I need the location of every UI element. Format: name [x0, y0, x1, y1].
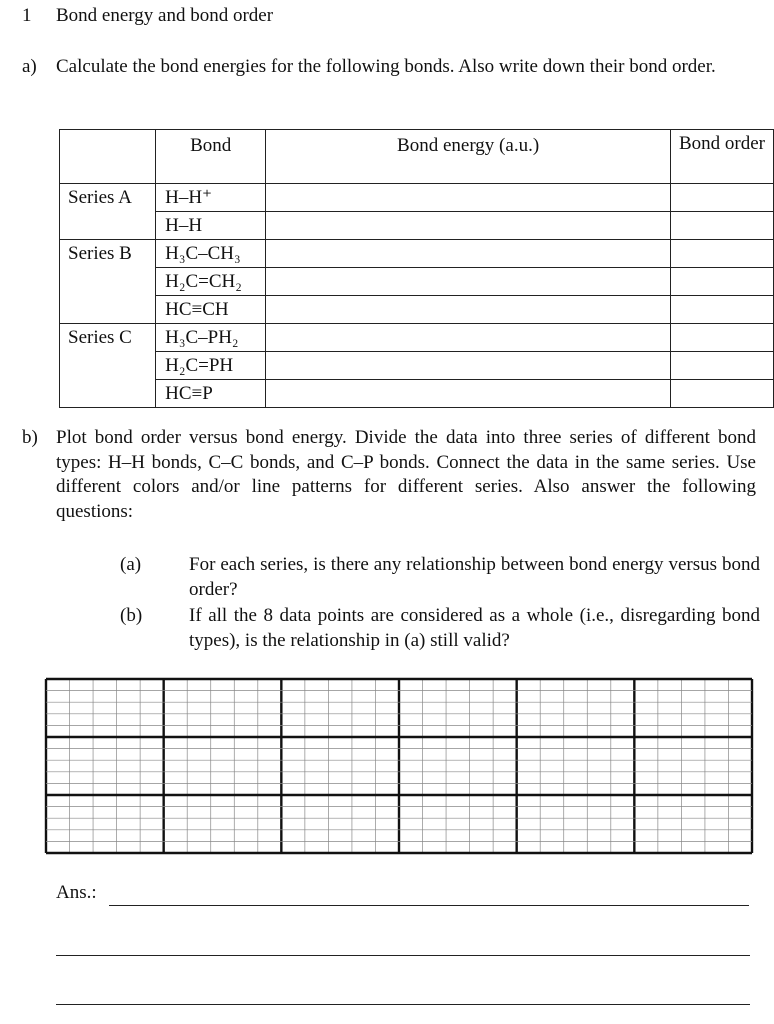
- header-bond: Bond: [156, 130, 266, 184]
- bond-cell: H–H⁺: [156, 184, 266, 212]
- bond-energy-cell[interactable]: [266, 324, 671, 352]
- bond-energy-cell[interactable]: [266, 184, 671, 212]
- bond-energy-cell[interactable]: [266, 352, 671, 380]
- bond-cell: H₂C=CH₂: [156, 268, 266, 296]
- header-bond-energy: Bond energy (a.u.): [266, 130, 671, 184]
- bond-order-cell[interactable]: [670, 352, 773, 380]
- bond-order-cell[interactable]: [670, 268, 773, 296]
- bond-cell: H₂C=PH: [156, 352, 266, 380]
- bond-cell: H₃C–CH₃: [156, 240, 266, 268]
- table-row: [60, 352, 774, 380]
- bond-energy-cell[interactable]: [266, 240, 671, 268]
- section-heading: [22, 5, 273, 27]
- bond-energy-cell[interactable]: [266, 212, 671, 240]
- header-series: [60, 130, 156, 184]
- answer-line[interactable]: [56, 1004, 750, 1005]
- question-a-text: For each series, is there any relationship between bond energy versus bond order?: [189, 554, 760, 600]
- bond-table: [59, 129, 774, 408]
- table-row: [60, 184, 774, 212]
- bond-energy-cell[interactable]: [266, 296, 671, 324]
- table-row: [60, 324, 774, 352]
- bond-cell: H–H: [156, 212, 266, 240]
- section-title: Bond energy and bond order: [56, 5, 274, 26]
- bond-cell: H₃C–PH₂: [156, 324, 266, 352]
- bond-order-cell[interactable]: [670, 212, 773, 240]
- table-row: [60, 240, 774, 268]
- answer-line[interactable]: [109, 905, 749, 906]
- bond-energy-cell[interactable]: [266, 268, 671, 296]
- series-c-label: Series C: [60, 324, 156, 408]
- question-b-text: If all the 8 data points are considered as a whole (i.e., disregarding bond types), is the relationship in (a) still valid?: [189, 605, 760, 651]
- series-b-label: Series B: [60, 240, 156, 324]
- bond-order-cell[interactable]: [670, 296, 773, 324]
- graph-paper-grid[interactable]: [44, 677, 754, 855]
- question-a: [120, 553, 760, 602]
- part-a-text: Calculate the bond energies for the following bonds. Also write down their bond order.: [56, 56, 716, 77]
- header-bond-order: Bond order: [670, 130, 773, 184]
- series-a-label: Series A: [60, 184, 156, 240]
- question-b: [120, 604, 760, 653]
- answer-line[interactable]: [56, 955, 750, 956]
- part-b-label: b): [22, 427, 38, 448]
- table-row: [60, 268, 774, 296]
- part-b-instructions: [22, 426, 756, 524]
- table-row: [60, 212, 774, 240]
- bond-order-cell[interactable]: [670, 380, 773, 408]
- bond-cell: HC≡CH: [156, 296, 266, 324]
- table-header-row: [60, 130, 774, 184]
- part-b-text: Plot bond order versus bond energy. Divide the data into three series of different bond types: H–H bonds, C–C bonds, and C–P bonds. Connect the data in the same series. Use different colors and/or line patterns for different series. Also answer the following questions:: [56, 427, 756, 522]
- table-row: [60, 296, 774, 324]
- bond-cell: HC≡P: [156, 380, 266, 408]
- question-b-label: (b): [120, 605, 143, 626]
- bond-order-cell[interactable]: [670, 184, 773, 212]
- table-row: [60, 380, 774, 408]
- part-a-label: a): [22, 56, 37, 77]
- bond-order-cell[interactable]: [670, 240, 773, 268]
- bond-energy-cell[interactable]: [266, 380, 671, 408]
- bond-order-cell[interactable]: [670, 324, 773, 352]
- part-a-instructions: [22, 55, 756, 80]
- question-a-label: (a): [120, 554, 142, 575]
- section-number: 1: [22, 5, 32, 26]
- answer-label: Ans.:: [56, 882, 97, 903]
